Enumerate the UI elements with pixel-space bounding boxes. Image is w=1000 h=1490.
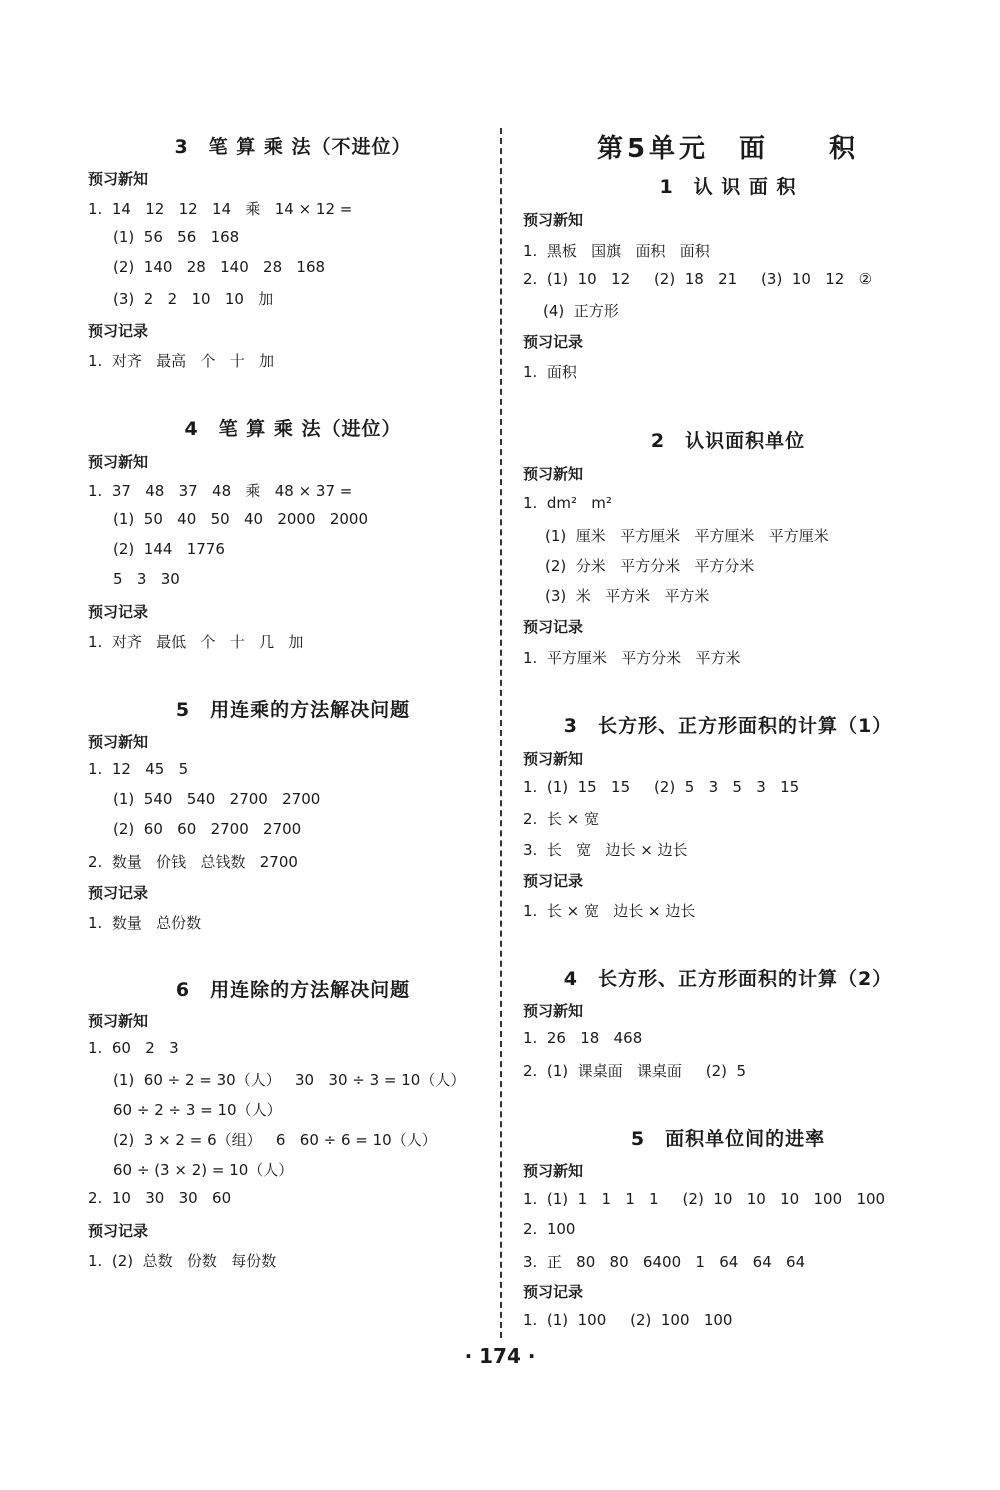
answer-line: 2. 10 30 30 60	[88, 1189, 232, 1207]
subheading: 预习新知	[88, 733, 149, 751]
subheading: 预习记录	[523, 618, 584, 636]
answer-line: 60 ÷ (3 × 2) = 10（人）	[113, 1161, 294, 1179]
answer-line: (1) 60 ÷ 2 = 30（人） 30 30 ÷ 3 = 10（人）	[113, 1071, 466, 1089]
answer-line: 2. (1) 课桌面 课桌面 (2) 5	[523, 1062, 747, 1080]
answer-line: 2. (1) 10 12 (2) 18 21 (3) 10 12 ②	[523, 270, 873, 288]
answer-line: (1) 540 540 2700 2700	[113, 790, 321, 808]
column-divider	[500, 128, 502, 1338]
answer-line: 5 3 30	[113, 570, 180, 588]
answer-line: (3) 米 平方米 平方米	[545, 587, 710, 605]
subheading: 预习新知	[88, 1012, 149, 1030]
answer-line: (1) 56 56 168	[113, 228, 240, 246]
subheading: 预习记录	[523, 1283, 584, 1301]
section-title: 6 用连除的方法解决问题	[175, 979, 411, 1001]
answer-line: 1. 数量 总份数	[88, 914, 202, 932]
answer-line: 1. 对齐 最高 个 十 加	[88, 352, 275, 370]
section-title: 5 面积单位间的进率	[630, 1128, 826, 1150]
answer-line: (2) 140 28 140 28 168	[113, 258, 326, 276]
answer-line: (2) 3 × 2 = 6（组） 6 60 ÷ 6 = 10（人）	[113, 1131, 437, 1149]
section-title: 3 笔 算 乘 法（不进位）	[174, 136, 412, 158]
answer-line: (1) 厘米 平方厘米 平方厘米 平方厘米	[545, 527, 829, 545]
answer-line: 1. 平方厘米 平方分米 平方米	[523, 649, 741, 667]
subheading: 预习记录	[88, 884, 149, 902]
answer-line: 1. (1) 15 15 (2) 5 3 5 3 15	[523, 778, 800, 796]
answer-line: 1. 面积	[523, 363, 577, 381]
answer-line: (2) 144 1776	[113, 540, 225, 558]
section-title: 5 用连乘的方法解决问题	[175, 699, 411, 721]
answer-line: 1. 14 12 12 14 乘 14 × 12 =	[88, 200, 353, 218]
right-column	[523, 0, 943, 1490]
answer-line: 1. 黑板 国旗 面积 面积	[523, 242, 710, 260]
answer-line: 1. 60 2 3	[88, 1039, 179, 1057]
answer-line: 1. 12 45 5	[88, 760, 189, 778]
page-number: · 174 ·	[464, 1344, 536, 1368]
answer-line: 1. (1) 100 (2) 100 100	[523, 1311, 733, 1329]
section-title: 3 长方形、正方形面积的计算（1）	[563, 715, 893, 737]
answer-line: 1. 26 18 468	[523, 1029, 643, 1047]
answer-line: 3. 正 80 80 6400 1 64 64 64	[523, 1253, 806, 1271]
subheading: 预习新知	[523, 1162, 584, 1180]
subheading: 预习记录	[88, 1222, 149, 1240]
answer-line: 1. (2) 总数 份数 每份数	[88, 1252, 277, 1270]
section-title: 4 笔 算 乘 法（进位）	[184, 418, 402, 440]
left-column	[88, 0, 508, 1490]
answer-line: (2) 分米 平方分米 平方分米	[545, 557, 755, 575]
subheading: 预习记录	[88, 322, 149, 340]
answer-line: 1. 长 × 宽 边长 × 边长	[523, 902, 696, 920]
subheading: 预习新知	[523, 750, 584, 768]
section-title: 2 认识面积单位	[650, 430, 806, 452]
subheading: 预习记录	[523, 872, 584, 890]
subheading: 预习新知	[523, 465, 584, 483]
answer-line: 1. 37 48 37 48 乘 48 × 37 =	[88, 482, 353, 500]
answer-line: (3) 2 2 10 10 加	[113, 290, 274, 308]
answer-line: 60 ÷ 2 ÷ 3 = 10（人）	[113, 1101, 282, 1119]
answer-line: 1. 对齐 最低 个 十 几 加	[88, 633, 304, 651]
answer-line: (1) 50 40 50 40 2000 2000	[113, 510, 368, 528]
section-title: 1 认 识 面 积	[659, 176, 797, 198]
answer-line: 1. (1) 1 1 1 1 (2) 10 10 10 100 100	[523, 1190, 886, 1208]
answer-line: (4) 正方形	[543, 302, 619, 320]
subheading: 预习新知	[88, 453, 149, 471]
section-title: 4 长方形、正方形面积的计算（2）	[563, 968, 893, 990]
answer-line: (2) 60 60 2700 2700	[113, 820, 302, 838]
subheading: 预习记录	[88, 603, 149, 621]
unit-title: 第5单元 面 积	[596, 134, 860, 164]
answer-line: 2. 长 × 宽	[523, 810, 599, 828]
subheading: 预习新知	[88, 170, 149, 188]
subheading: 预习新知	[523, 211, 584, 229]
answer-line: 2. 数量 价钱 总钱数 2700	[88, 853, 298, 871]
subheading: 预习新知	[523, 1002, 584, 1020]
answer-line: 2. 100	[523, 1220, 576, 1238]
subheading: 预习记录	[523, 333, 584, 351]
answer-line: 1. dm² m²	[523, 494, 612, 512]
answer-line: 3. 长 宽 边长 × 边长	[523, 841, 688, 859]
